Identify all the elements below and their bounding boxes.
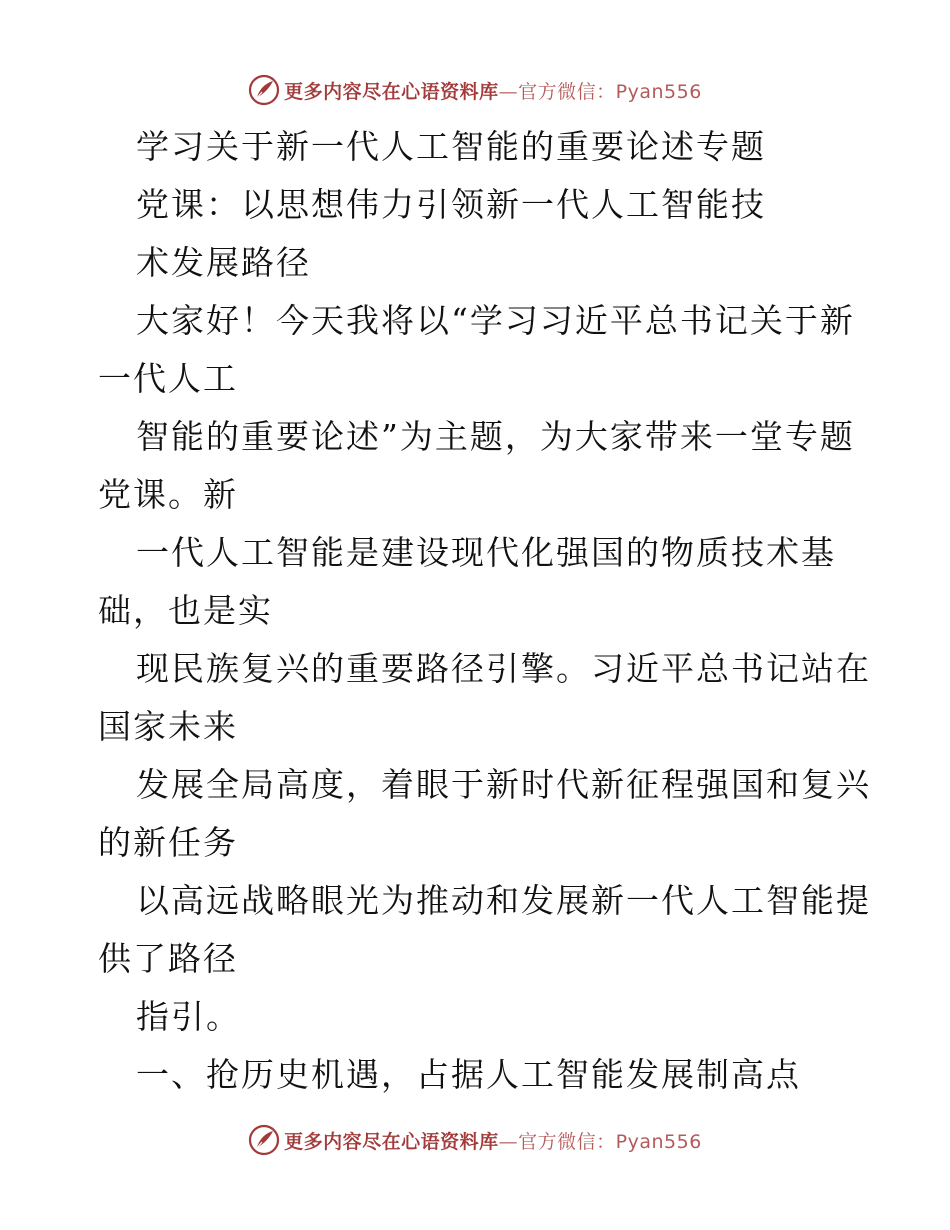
paragraph-line: 国家未来 [98,707,238,746]
footer-brand-text [284,1127,702,1154]
title-line-1: 学习关于新一代人工智能的重要论述专题 [136,127,766,166]
footer-separator: — [498,1130,519,1153]
footer-banner [0,1120,950,1160]
paragraph-line: 发展全局高度，着眼于新时代新征程强国和复兴 [136,765,871,804]
section-heading: 一、抢历史机遇，占据人工智能发展制高点 [136,1055,801,1094]
title-line-3: 术发展路径 [136,243,311,282]
document-body [98,118,888,1104]
paragraph-line: 党课。新 [98,475,238,514]
feather-quill-logo-icon [248,74,280,106]
paragraph-line: 以高远战略眼光为推动和发展新一代人工智能提 [136,881,871,920]
paragraph-line: 现民族复兴的重要路径引擎。习近平总书记站在 [136,649,871,688]
feather-quill-logo-icon [248,1124,280,1156]
paragraph-line: 的新任务 [98,823,238,862]
paragraph-line: 础，也是实 [98,591,273,630]
paragraph-line: 一代人工 [98,359,238,398]
header-separator: — [498,80,519,103]
footer-brand: 更多内容尽在心语资料库 [284,1130,499,1153]
paragraph-line: 大家好！今天我将以“学习习近平总书记关于新 [136,301,855,340]
header-contact: 官方微信：Pyan556 [518,80,702,103]
footer-contact: 官方微信：Pyan556 [518,1130,702,1153]
header-banner [0,70,950,110]
header-brand-text [284,77,702,104]
paragraph-line: 供了路径 [98,939,238,978]
paragraph-line: 一代人工智能是建设现代化强国的物质技术基 [136,533,836,572]
title-line-2: 党课：以思想伟力引领新一代人工智能技 [136,185,766,224]
paragraph-line: 指引。 [136,997,241,1036]
paragraph-line: 智能的重要论述”为主题，为大家带来一堂专题 [136,417,855,456]
header-brand: 更多内容尽在心语资料库 [284,80,499,103]
